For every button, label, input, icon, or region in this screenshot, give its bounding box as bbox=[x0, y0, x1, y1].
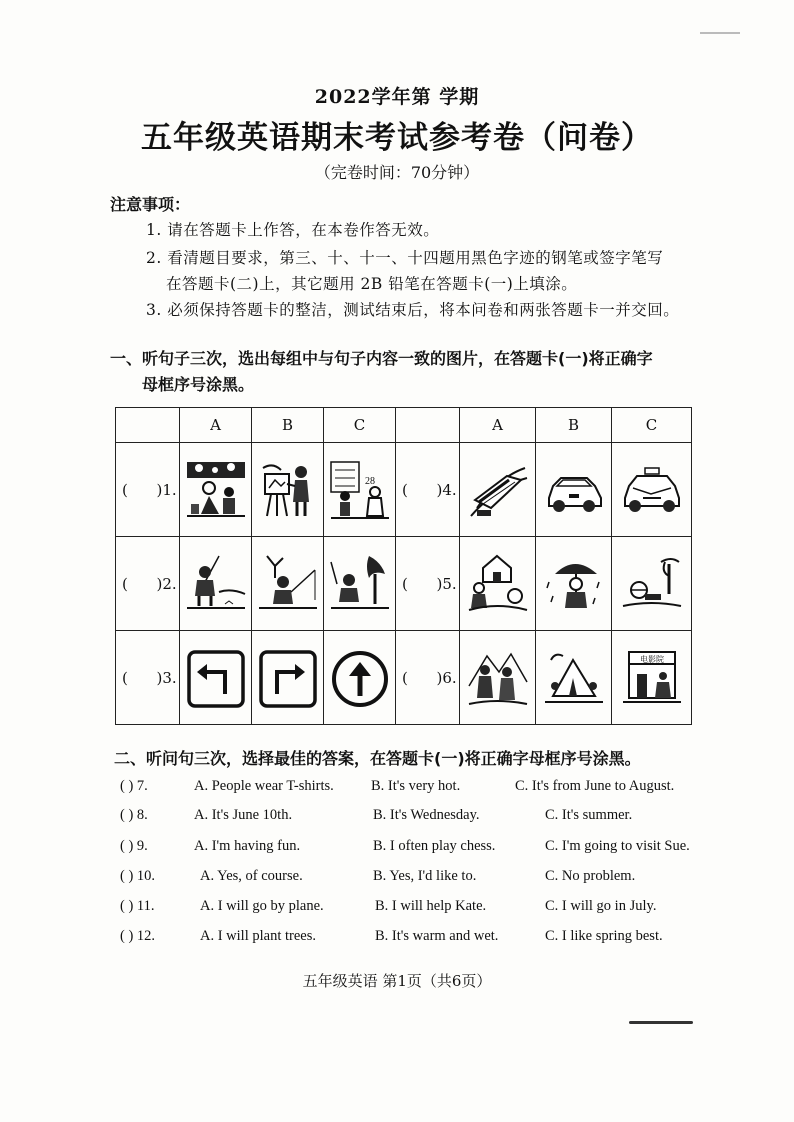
col-label: C bbox=[612, 408, 692, 443]
col-label: B bbox=[536, 408, 612, 443]
question-number[interactable]: ( ) 8. bbox=[120, 807, 148, 823]
option-2c[interactable] bbox=[324, 537, 396, 631]
option-5c[interactable] bbox=[612, 537, 692, 631]
option-c[interactable]: C. It's summer. bbox=[545, 807, 633, 823]
option-2b[interactable] bbox=[252, 537, 324, 631]
option-a[interactable]: A. Yes, of course. bbox=[200, 868, 303, 884]
notice-heading: 注意事项： bbox=[110, 195, 191, 214]
question-number[interactable]: ( ) 7. bbox=[120, 778, 148, 794]
col-label: A bbox=[180, 408, 252, 443]
option-1b[interactable] bbox=[252, 443, 324, 537]
option-a[interactable]: A. I will go by plane. bbox=[200, 898, 324, 914]
car-icon bbox=[543, 458, 605, 522]
shopping-people-icon bbox=[329, 458, 391, 522]
turn-left-sign-icon bbox=[185, 646, 247, 710]
fishing-boy-icon bbox=[185, 552, 247, 616]
scan-mark bbox=[700, 32, 740, 34]
option-b[interactable]: B. Yes, I'd like to. bbox=[373, 868, 477, 884]
notice-item-3: 3. 必须保持答题卡的整洁，测试结束后，将本问卷和两张答题卡一并交回。 bbox=[146, 301, 680, 319]
option-3b[interactable] bbox=[252, 631, 324, 725]
blank-cell bbox=[116, 408, 180, 443]
section1-heading: 一、听句子三次，选出每组中与句子内容一致的图片，在答题卡(一)将正确字 bbox=[110, 349, 653, 368]
rain-umbrella-icon bbox=[543, 552, 605, 616]
option-6b[interactable] bbox=[536, 631, 612, 725]
table-row bbox=[116, 537, 692, 631]
pen-mark bbox=[629, 1021, 693, 1024]
option-c[interactable]: C. It's from June to August. bbox=[515, 778, 675, 794]
option-4c[interactable] bbox=[612, 443, 692, 537]
notice-item-1: 1. 请在答题卡上作答，在本卷作答无效。 bbox=[146, 221, 440, 239]
page-title: 五年级英语期末考试参考卷（问卷） bbox=[141, 120, 653, 156]
school-year-line: 2022学年第 学期 bbox=[314, 86, 480, 108]
fishing-man-icon bbox=[257, 552, 319, 616]
option-3a[interactable] bbox=[180, 631, 252, 725]
option-a[interactable]: A. I'm having fun. bbox=[194, 838, 301, 854]
question-number[interactable]: ( )2. bbox=[116, 537, 180, 631]
notice-item-2-cont: 在答题卡(二)上，其它题用 2B 铅笔在答题卡(一)上填涂。 bbox=[166, 275, 578, 293]
option-b[interactable]: B. I often play chess. bbox=[373, 838, 496, 854]
option-5b[interactable] bbox=[536, 537, 612, 631]
turn-right-sign-icon bbox=[257, 646, 319, 710]
option-b[interactable]: B. It's very hot. bbox=[371, 778, 461, 794]
camping-tent-icon bbox=[543, 646, 605, 710]
question-number[interactable]: ( )4. bbox=[396, 443, 460, 537]
painter-easel-icon bbox=[257, 458, 319, 522]
option-1a[interactable] bbox=[180, 443, 252, 537]
option-a[interactable]: A. I will plant trees. bbox=[200, 928, 316, 944]
hiking-people-icon bbox=[467, 646, 529, 710]
col-label: B bbox=[252, 408, 324, 443]
option-a[interactable]: A. People wear T-shirts. bbox=[194, 778, 334, 794]
cinema-building-icon bbox=[621, 646, 683, 710]
option-c[interactable]: C. No problem. bbox=[545, 868, 636, 884]
option-a[interactable]: A. It's June 10th. bbox=[194, 807, 293, 823]
option-6c[interactable] bbox=[612, 631, 692, 725]
question-number[interactable]: ( )6. bbox=[396, 631, 460, 725]
option-c[interactable]: C. I will go in July. bbox=[545, 898, 657, 914]
option-c[interactable]: C. I like spring best. bbox=[545, 928, 663, 944]
option-1c[interactable] bbox=[324, 443, 396, 537]
table-row bbox=[116, 631, 692, 725]
question-number[interactable]: ( )5. bbox=[396, 537, 460, 631]
exam-time: （完卷时间：70分钟） bbox=[314, 163, 480, 182]
question-number[interactable]: ( ) 10. bbox=[120, 868, 156, 884]
page-footer: 五年级英语 第1页（共6页） bbox=[302, 972, 492, 990]
option-3c[interactable] bbox=[324, 631, 396, 725]
picture-table bbox=[115, 407, 692, 725]
question-number[interactable]: ( )1. bbox=[116, 443, 180, 537]
question-number[interactable]: ( ) 12. bbox=[120, 928, 156, 944]
table-row bbox=[116, 443, 692, 537]
people-picnic-icon bbox=[185, 458, 247, 522]
col-label: C bbox=[324, 408, 396, 443]
notice-item-2: 2. 看清题目要求，第三、十、十一、十四题用黑色字迹的钢笔或签字笔写 bbox=[146, 249, 664, 267]
option-6a[interactable] bbox=[460, 631, 536, 725]
question-number[interactable]: ( ) 11. bbox=[120, 898, 155, 914]
taxi-icon bbox=[621, 458, 683, 522]
option-4b[interactable] bbox=[536, 443, 612, 537]
snow-building-icon bbox=[467, 552, 529, 616]
option-4a[interactable] bbox=[460, 443, 536, 537]
question-number[interactable]: ( )3. bbox=[116, 631, 180, 725]
train-icon bbox=[467, 458, 529, 522]
blank-cell bbox=[396, 408, 460, 443]
option-b[interactable]: B. It's Wednesday. bbox=[373, 807, 480, 823]
table-header-row bbox=[116, 408, 692, 443]
col-label: A bbox=[460, 408, 536, 443]
fishing-tree-icon bbox=[329, 552, 391, 616]
beach-palm-icon bbox=[621, 552, 683, 616]
svg-text:28: 28 bbox=[364, 475, 375, 487]
section1-heading-cont: 母框序号涂黑。 bbox=[142, 375, 255, 394]
option-b[interactable]: B. I will help Kate. bbox=[375, 898, 487, 914]
option-c[interactable]: C. I'm going to visit Sue. bbox=[545, 838, 690, 854]
question-number[interactable]: ( ) 9. bbox=[120, 838, 148, 854]
option-5a[interactable] bbox=[460, 537, 536, 631]
option-2a[interactable] bbox=[180, 537, 252, 631]
go-straight-sign-icon bbox=[329, 646, 391, 710]
option-b[interactable]: B. It's warm and wet. bbox=[375, 928, 499, 944]
cinema-sign-text: 电影院 bbox=[639, 654, 664, 664]
section2-heading: 二、听问句三次，选择最佳的答案，在答题卡(一)将正确字母框序号涂黑。 bbox=[114, 749, 641, 768]
